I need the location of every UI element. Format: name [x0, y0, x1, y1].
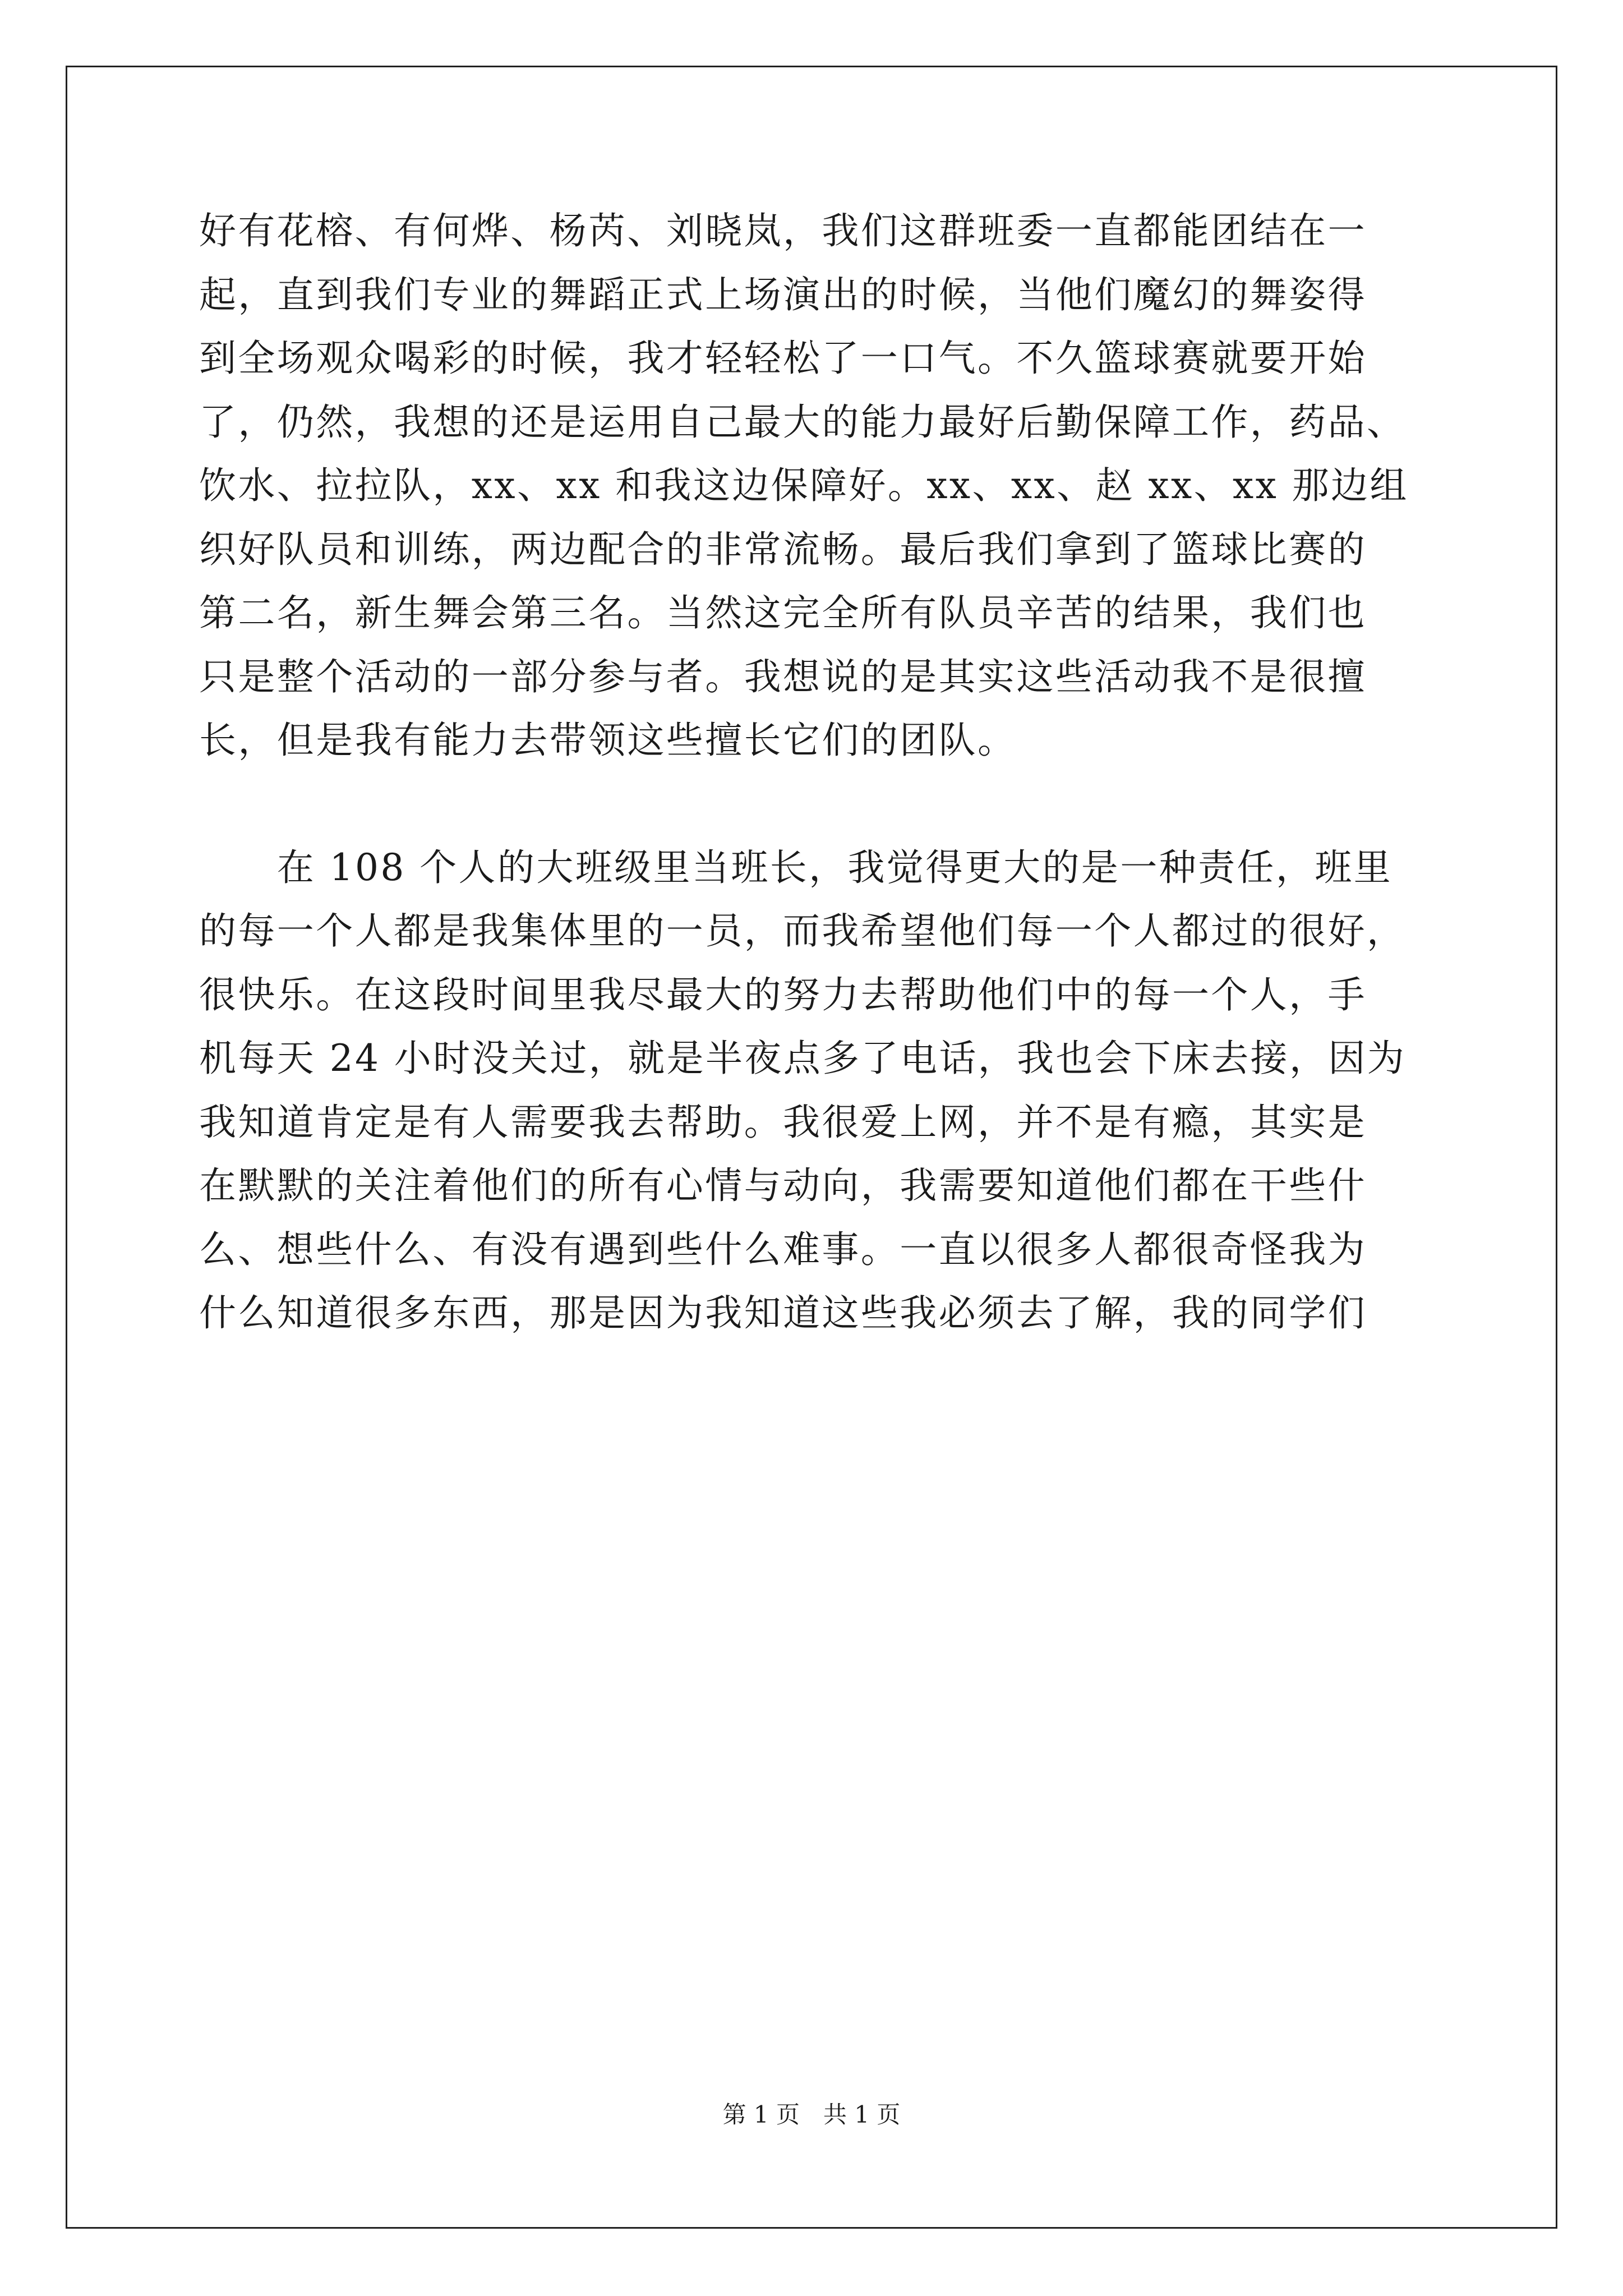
document-body — [199, 199, 1433, 1345]
text-line: 到全场观众喝彩的时候，我才轻轻松了一口气。不久篮球赛就要开始 — [199, 337, 1367, 380]
text-line: 了，仍然，我想的还是运用自己最大的能力最好后勤保障工作，药品、 — [199, 400, 1406, 444]
text-line: 什么知道很多东西，那是因为我知道这些我必须去了解，我的同学们 — [199, 1291, 1367, 1335]
text-line: 好有花榕、有何烨、杨芮、刘晓岚，我们这群班委一直都能团结在一 — [199, 209, 1367, 252]
text-line: 在 108 个人的大班级里当班长，我觉得更大的是一种责任，班里 — [199, 845, 1393, 889]
text-line: 饮水、拉拉队，xx、xx 和我这边保障好。xx、xx、赵 xx、xx 那边组 — [199, 464, 1409, 507]
text-line: 第二名，新生舞会第三名。当然这完全所有队员辛苦的结果，我们也 — [199, 591, 1367, 634]
text-line: 只是整个活动的一部分参与者。我想说的是其实这些活动我不是很擅 — [199, 655, 1367, 698]
text-line: 我知道肯定是有人需要我去帮助。我很爱上网，并不是有瘾，其实是 — [199, 1100, 1367, 1144]
text-line: 在默默的关注着他们的所有心情与动向，我需要知道他们都在干些什 — [199, 1164, 1367, 1207]
text-line: 的每一个人都是我集体里的一员，而我希望他们每一个人都过的很好， — [199, 909, 1406, 953]
text-line: 织好队员和训练，两边配合的非常流畅。最后我们拿到了篮球比赛的 — [199, 527, 1367, 571]
text-line: 很快乐。在这段时间里我尽最大的努力去帮助他们中的每一个人，手 — [199, 973, 1367, 1016]
text-line: 长，但是我有能力去带领这些擅长它们的团队。 — [199, 719, 1017, 762]
text-line: 机每天 24 小时没关过，就是半夜点多了电话，我也会下床去接，因为 — [199, 1037, 1407, 1080]
page-number-label: 第 1 页 共 1 页 — [722, 2101, 901, 2128]
page-footer — [0, 2098, 1623, 2132]
text-line: 起，直到我们专业的舞蹈正式上场演出的时候，当他们魔幻的舞姿得 — [199, 273, 1367, 316]
text-line: 么、想些什么、有没有遇到些什么难事。一直以很多人都很奇怪我为 — [199, 1227, 1367, 1271]
